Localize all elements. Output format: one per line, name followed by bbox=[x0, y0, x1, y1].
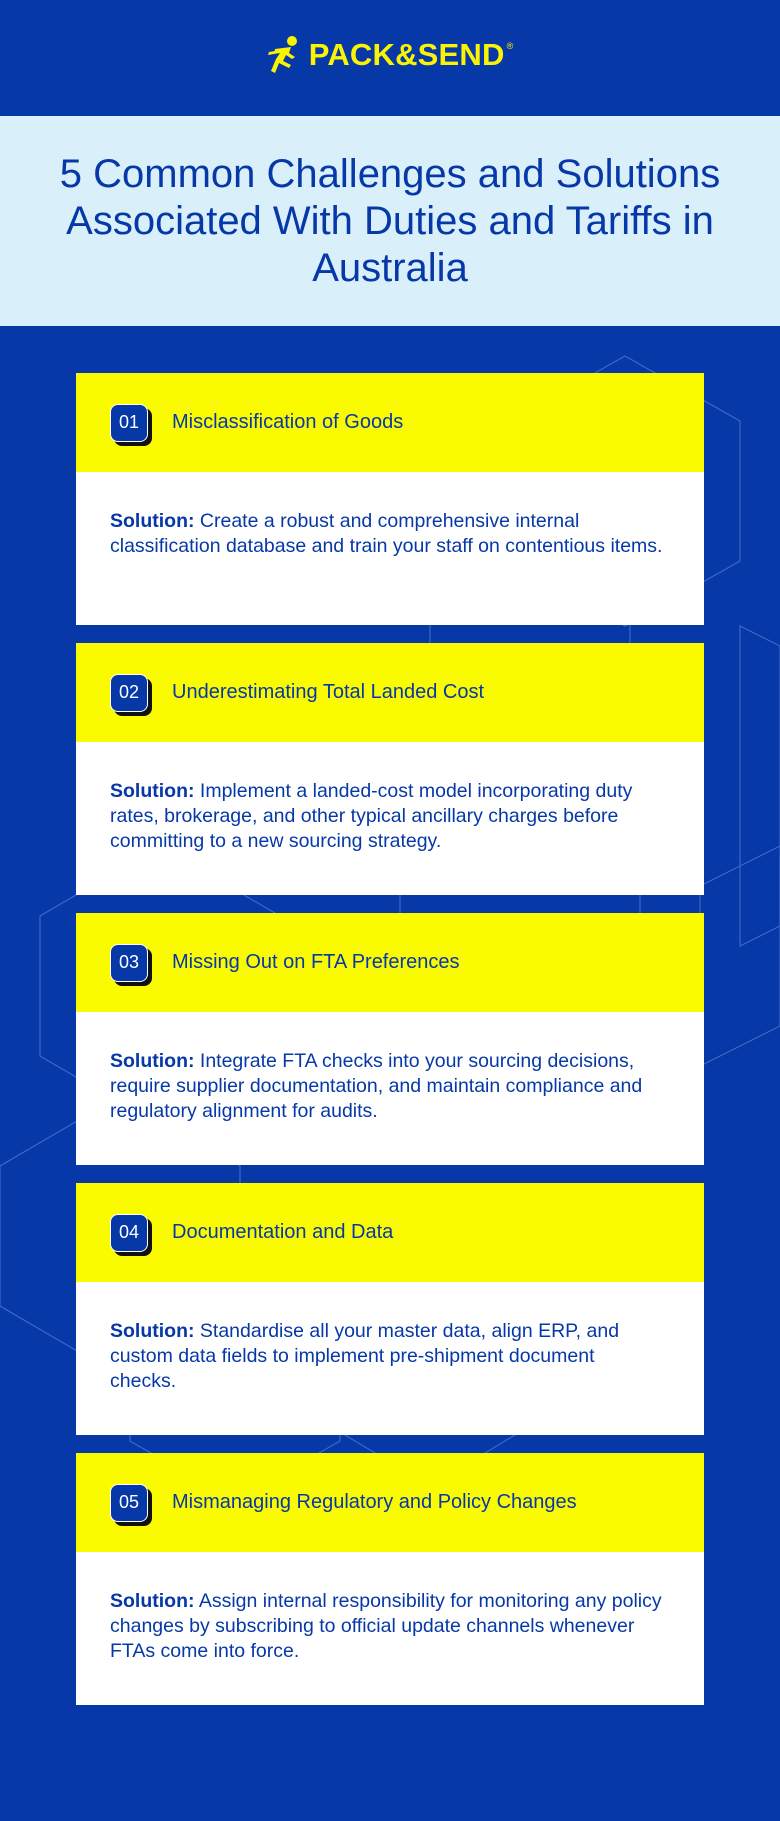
challenge-card-4 bbox=[76, 1183, 704, 1435]
solution-label: Solution: bbox=[110, 1590, 195, 1612]
challenge-number: 01 bbox=[110, 404, 148, 442]
solution-description: Standardise all your master data, align ERP, and custom data fields to implement pre-shipment document checks. bbox=[110, 1320, 620, 1392]
challenge-title: Documentation and Data bbox=[172, 1221, 394, 1243]
solution-text bbox=[76, 742, 704, 895]
challenge-header bbox=[76, 1183, 704, 1282]
brand-name: PACK&SEND bbox=[308, 37, 505, 72]
challenge-number: 03 bbox=[110, 944, 148, 982]
challenge-title: Mismanaging Regulatory and Policy Changes bbox=[172, 1491, 577, 1513]
brand-logo[interactable] bbox=[267, 35, 514, 75]
challenge-title: Underestimating Total Landed Cost bbox=[172, 681, 485, 703]
challenge-title: Missing Out on FTA Preferences bbox=[172, 951, 460, 973]
challenge-header bbox=[76, 643, 704, 742]
solution-text bbox=[76, 1012, 704, 1165]
solution-label: Solution: bbox=[110, 1320, 195, 1342]
solution-description: Integrate FTA checks into your sourcing decisions, require supplier documentation, and maintain compliance and regulatory alignment for audits. bbox=[110, 1050, 643, 1122]
solution-label: Solution: bbox=[110, 1050, 195, 1072]
challenge-title: Misclassification of Goods bbox=[172, 411, 404, 433]
challenge-header bbox=[76, 1453, 704, 1552]
challenge-number-badge bbox=[110, 674, 148, 712]
registered-mark: ® bbox=[506, 41, 514, 51]
title-band bbox=[0, 116, 780, 326]
challenge-number-badge bbox=[110, 1214, 148, 1252]
challenge-number: 05 bbox=[110, 1484, 148, 1522]
page-title: 5 Common Challenges and Solutions Associated With Duties and Tariffs in Australia bbox=[59, 151, 721, 290]
solution-label: Solution: bbox=[110, 510, 195, 532]
challenge-header bbox=[76, 373, 704, 472]
solution-text bbox=[76, 1282, 704, 1435]
solution-description: Assign internal responsibility for monitoring any policy changes by subscribing to official update channels whenever FTAs come into force. bbox=[110, 1590, 662, 1662]
challenge-header bbox=[76, 913, 704, 1012]
header-bar bbox=[0, 0, 780, 116]
challenge-number-badge bbox=[110, 1484, 148, 1522]
solution-text bbox=[76, 1552, 704, 1705]
running-figure-icon bbox=[267, 35, 303, 75]
solution-label: Solution: bbox=[110, 780, 195, 802]
challenge-card-1 bbox=[76, 373, 704, 625]
solution-text bbox=[76, 472, 704, 625]
challenge-number-badge bbox=[110, 404, 148, 442]
challenge-card-2 bbox=[76, 643, 704, 895]
challenge-number: 02 bbox=[110, 674, 148, 712]
challenge-card-5 bbox=[76, 1453, 704, 1705]
solution-description: Implement a landed-cost model incorporating duty rates, brokerage, and other typical ancillary charges before committing to a new sourcing strategy. bbox=[110, 780, 633, 852]
challenge-number: 04 bbox=[110, 1214, 148, 1252]
challenge-number-badge bbox=[110, 944, 148, 982]
challenge-card-3 bbox=[76, 913, 704, 1165]
solution-description: Create a robust and comprehensive internal classification database and train your staff on contentious items. bbox=[110, 510, 663, 557]
